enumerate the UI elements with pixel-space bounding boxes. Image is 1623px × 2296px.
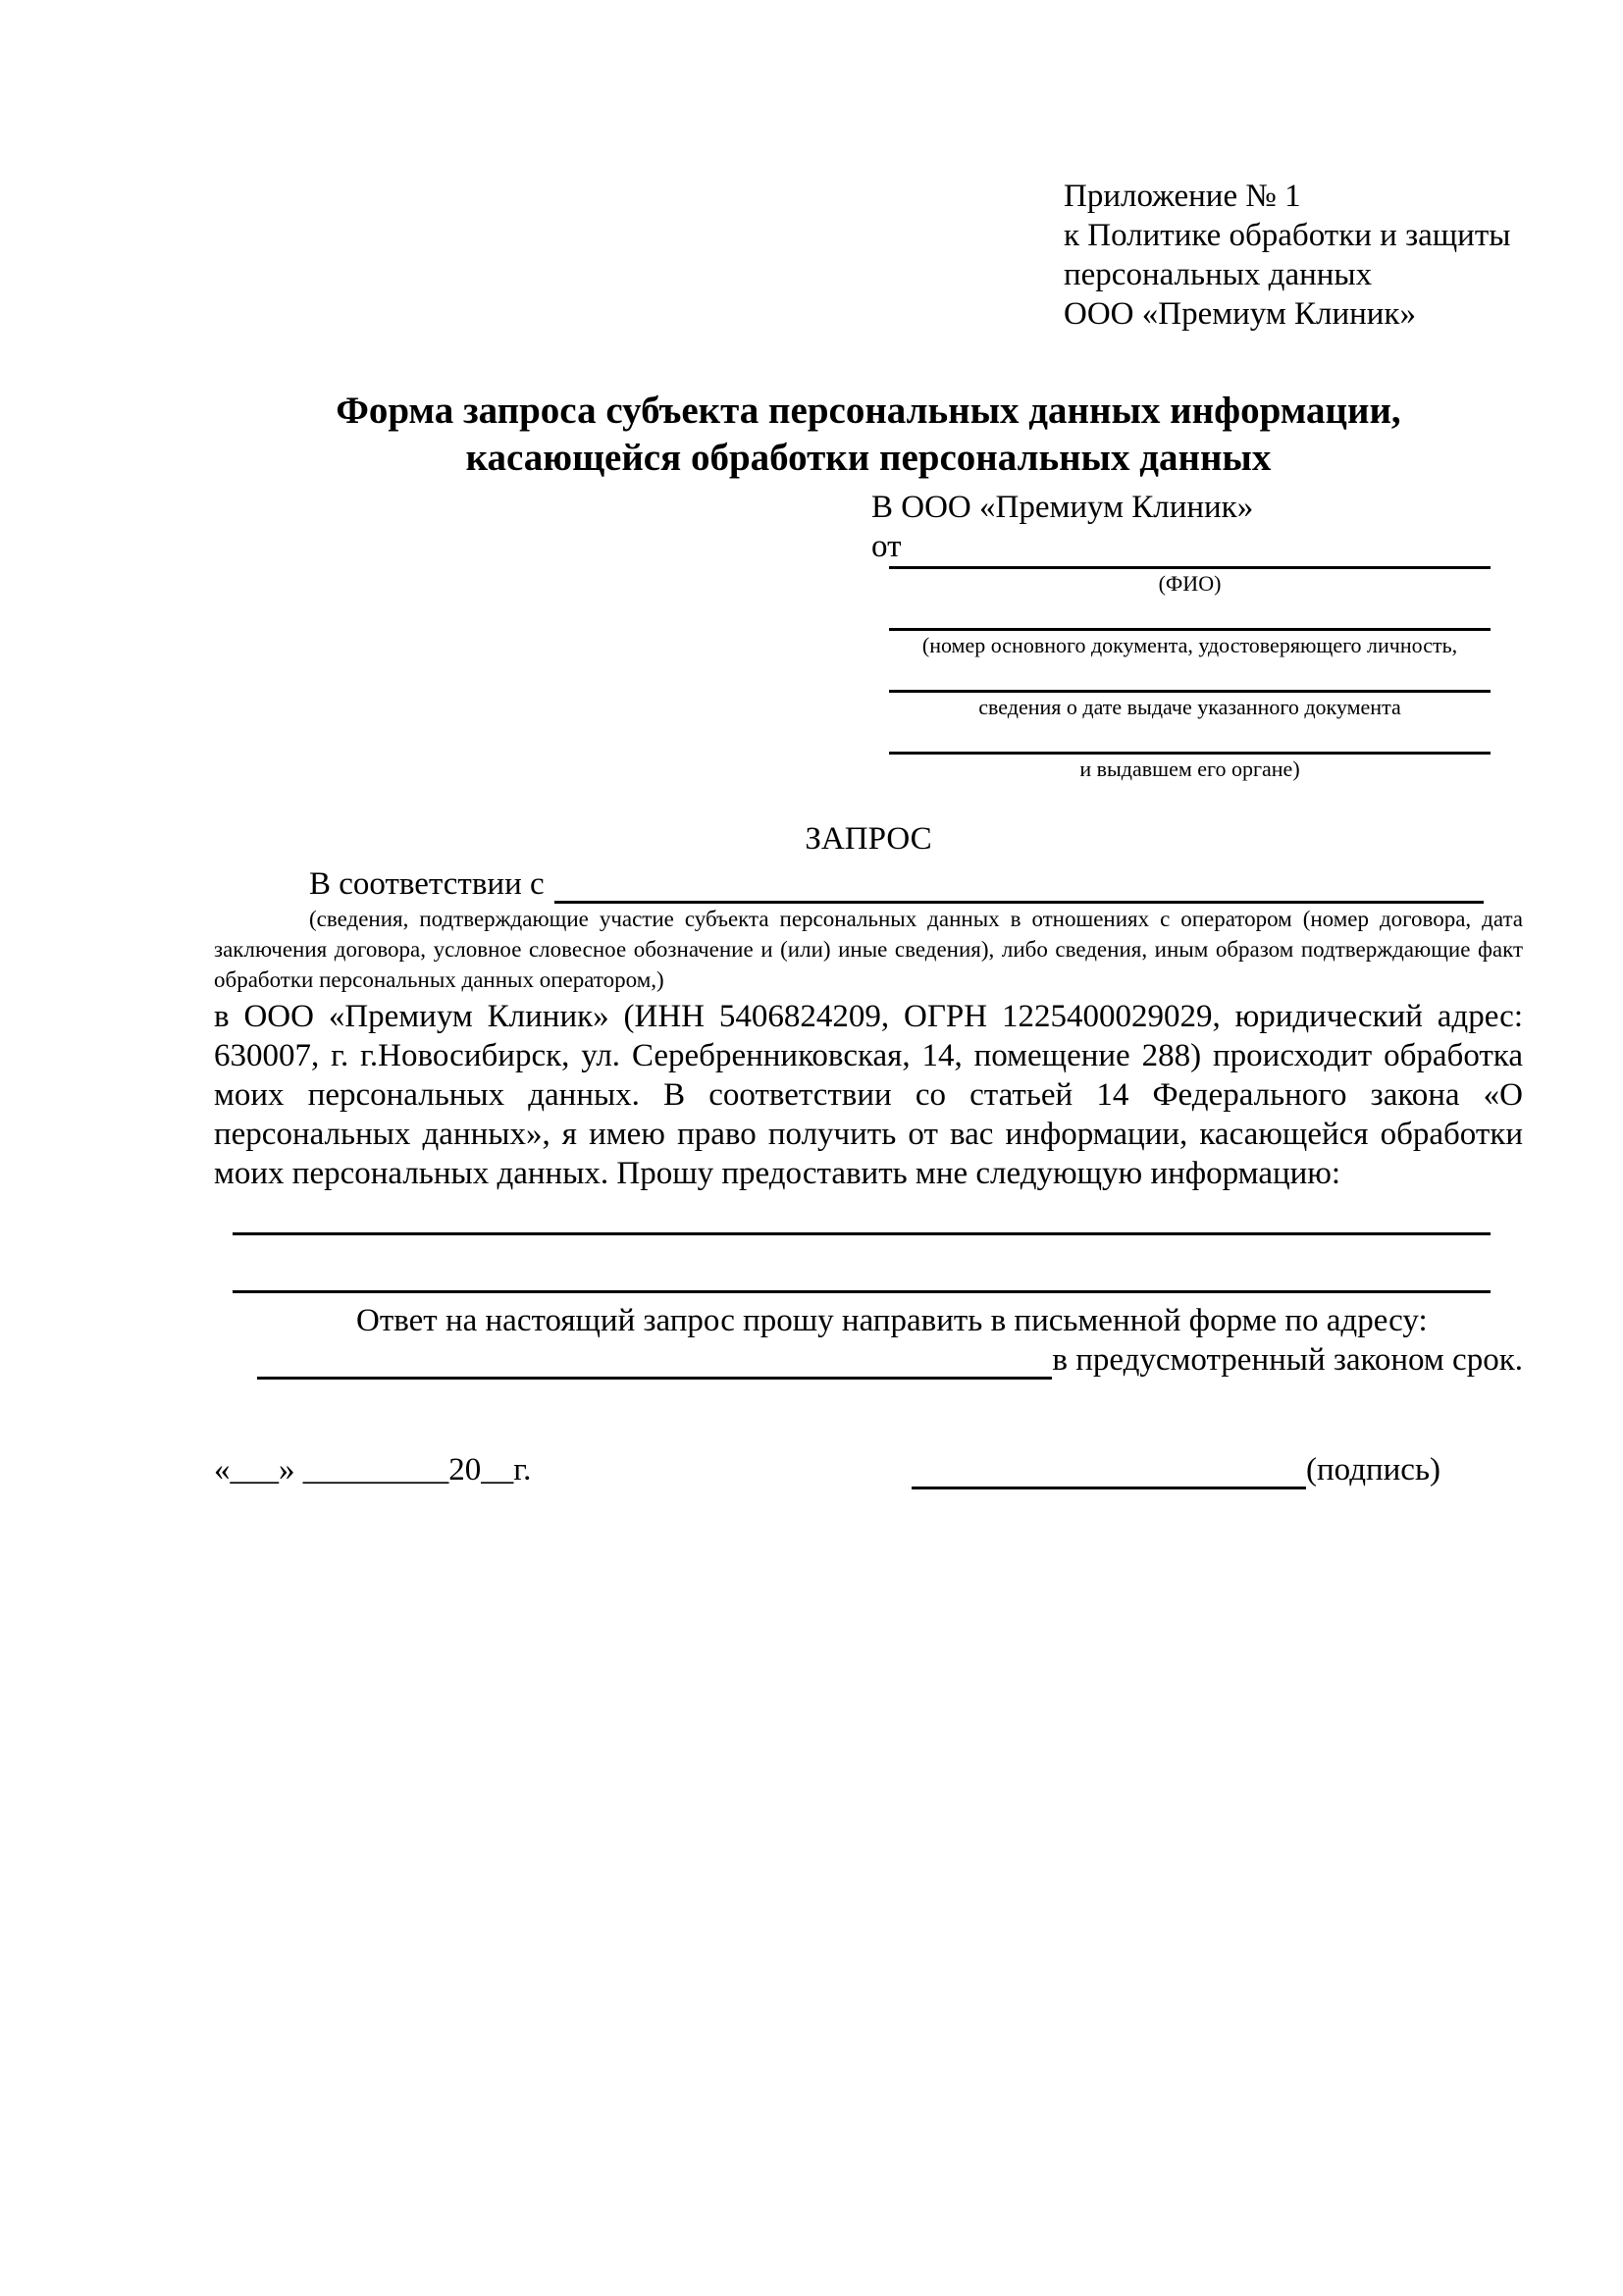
signature-caption: (подпись) <box>1306 1452 1440 1487</box>
request-body-paragraph: в ООО «Премиум Клиник» (ИНН 5406824209, ОГРН 1225400029029, юридический адрес: 630007, г. г.Новосибирск, ул. Серебренниковская, 14, помещение 288) происходит обработка моих персональных данных. В соответствии со статьей 14 Федерального закона «О персональных данных», я имею право получить от вас информации, касающейся обработки моих персональных данных. Прошу предоставить мне следующую информацию: <box>214 999 1523 1191</box>
information-write-line-1 <box>233 1232 1491 1235</box>
appendix-header <box>1064 177 1523 334</box>
information-write-line-2 <box>233 1290 1491 1293</box>
addressee-block <box>871 488 1523 782</box>
request-intro-prefix: В соответствии с <box>309 866 545 902</box>
basis-write-line <box>554 867 1484 904</box>
document-title-line: Форма запроса субъекта персональных данных информации, <box>336 390 1401 432</box>
doc-date-write-line <box>889 690 1491 693</box>
fio-caption: (ФИО) <box>1158 571 1222 596</box>
appendix-header-line: ООО «Премиум Клиник» <box>1064 296 1416 332</box>
doc-number-caption: (номер основного документа, удостоверяющего личность, <box>921 633 1458 657</box>
doc-issuer-write-line <box>889 752 1491 755</box>
addressee-to: В ООО «Премиум Клиник» <box>871 490 1254 525</box>
doc-number-write-line <box>889 628 1491 631</box>
document-title-line: касающейся обработки персональных данных <box>465 437 1272 479</box>
reply-suffix: в предусмотренный законом срок. <box>1052 1342 1523 1378</box>
signature-write-line <box>912 1453 1306 1489</box>
reply-paragraph: Ответ на настоящий запрос прошу направить в письменной форме по адресу: <box>356 1303 1428 1338</box>
reply-address-row <box>214 1340 1523 1380</box>
addressee-from-label: от <box>871 529 902 564</box>
doc-issuer-caption: и выдавшем его органе) <box>1079 757 1300 781</box>
appendix-header-line: Приложение № 1 <box>1064 179 1301 214</box>
appendix-header-line: персональных данных <box>1064 257 1373 292</box>
appendix-header-line: к Политике обработки и защиты <box>1064 218 1511 253</box>
document-title <box>214 388 1523 482</box>
date-blank: «___» _________20__г. <box>214 1452 532 1487</box>
request-heading: ЗАПРОС <box>805 821 932 857</box>
basis-footnote: (сведения, подтверждающие участие субъекта персональных данных в отношениях с оператором (номер договора, дата заключения договора, условное словесное обозначение и (или) иные сведения), либо сведения, иным образом подтверждающие факт обработки персональных данных оператором,) <box>214 907 1523 992</box>
doc-date-caption: сведения о дате выдаче указанного документа <box>978 695 1401 719</box>
address-write-line <box>257 1343 1052 1380</box>
date-signature-row <box>214 1450 1523 1489</box>
fio-write-line <box>889 566 1491 569</box>
request-intro-row <box>214 864 1484 904</box>
